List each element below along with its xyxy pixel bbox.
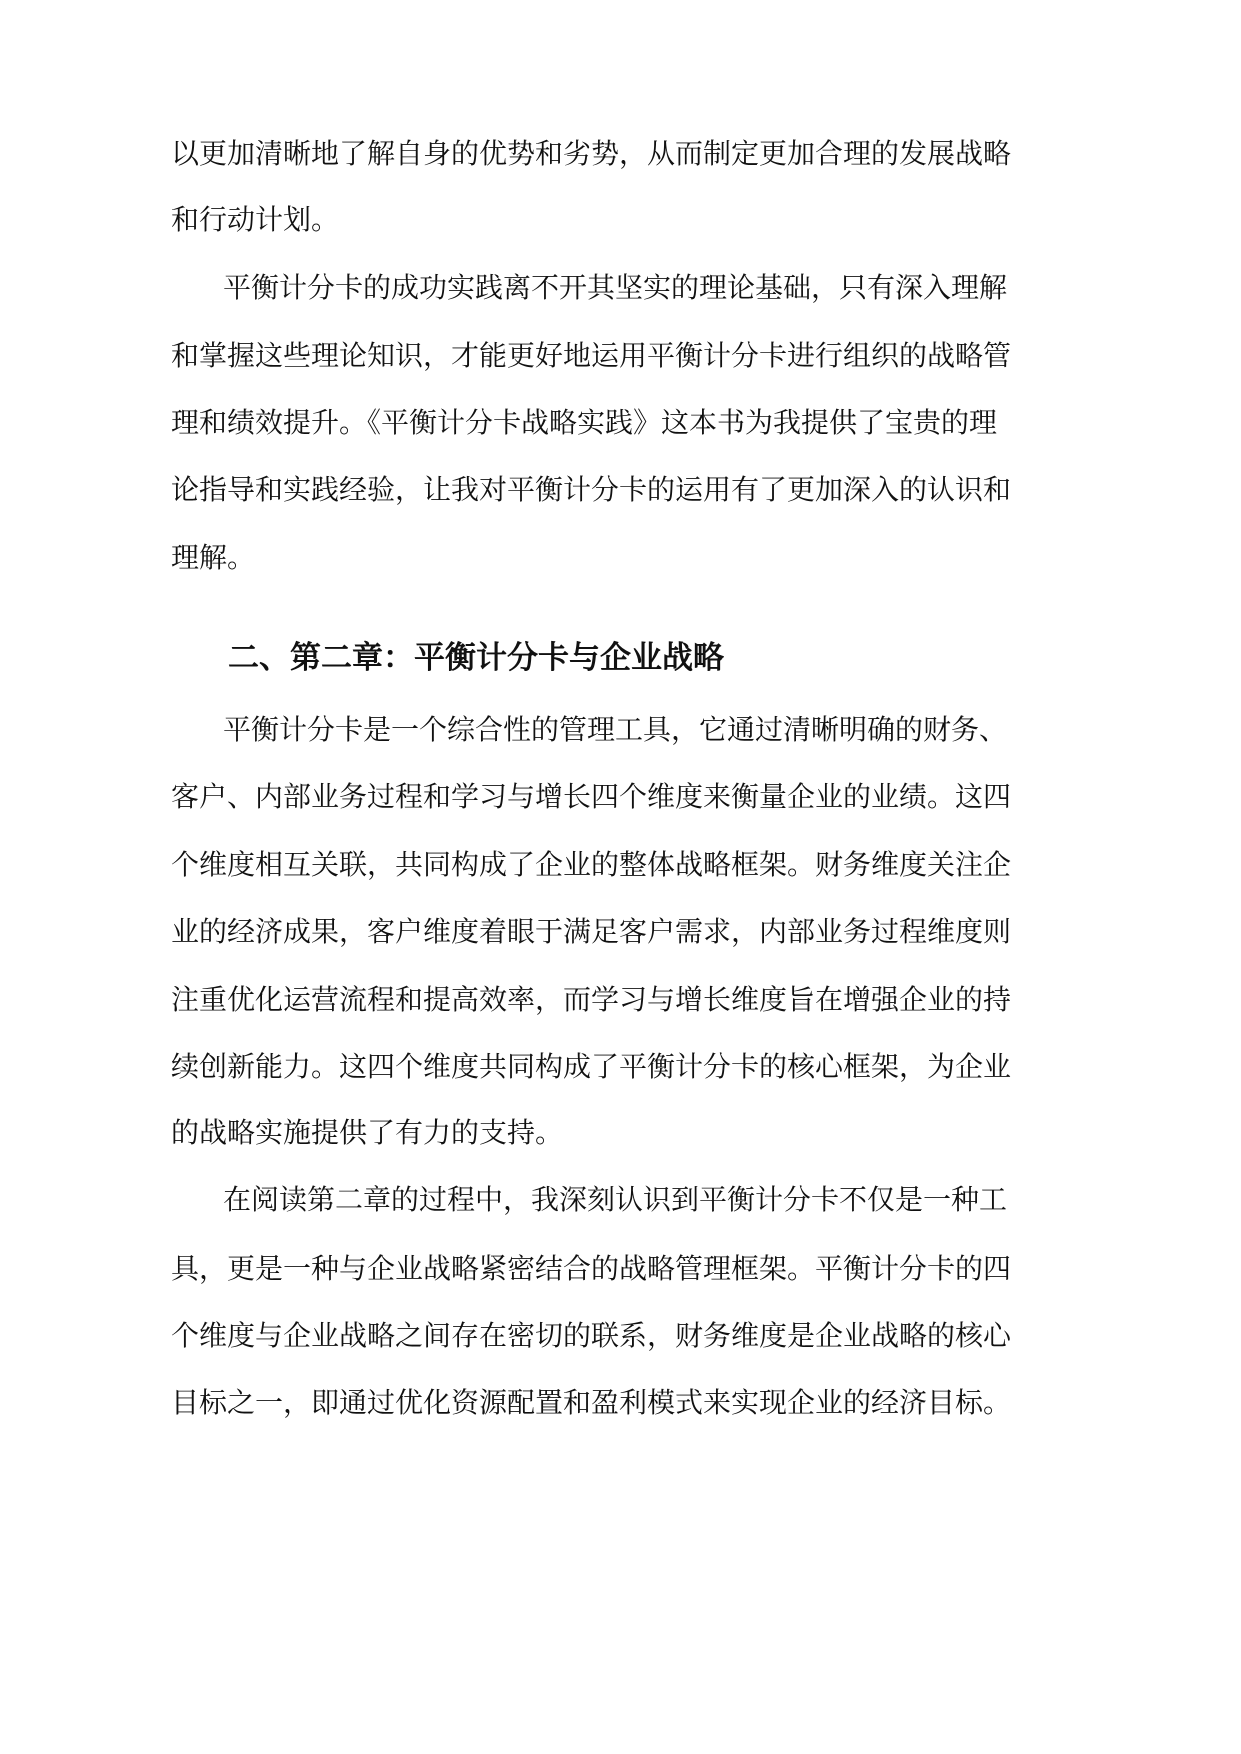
line-text: 以更加清晰地了解自身的优势和劣势，从而制定更加合理的发展战略 — [171, 137, 1012, 170]
line-text: 客户、内部业务过程和学习与增长四个维度来衡量企业的业绩。这四 — [171, 780, 1012, 813]
line-text: 和掌握这些理论知识，才能更好地运用平衡计分卡进行组织的战略管 — [171, 339, 1012, 372]
line-text: 平衡计分卡的成功实践离不开其坚实的理论基础，只有深入理解 — [223, 271, 1008, 304]
line-text: 理和绩效提升。《平衡计分卡战略实践》这本书为我提供了宝贵的理 — [171, 406, 998, 439]
line-text: 论指导和实践经验，让我对平衡计分卡的运用有了更加深入的认识和 — [171, 473, 1012, 506]
line-text: 理解。 — [171, 541, 256, 574]
line-text: 在阅读第二章的过程中，我深刻认识到平衡计分卡不仅是一种工 — [223, 1183, 1008, 1216]
line-text: 和行动计划。 — [171, 203, 340, 236]
heading-text: 二、第二章：平衡计分卡与企业战略 — [228, 640, 724, 676]
line-text: 业的经济成果，客户维度着眼于满足客户需求，内部业务过程维度则 — [171, 915, 1012, 948]
line-text: 的战略实施提供了有力的支持。 — [171, 1116, 564, 1149]
line-text: 续创新能力。这四个维度共同构成了平衡计分卡的核心框架，为企业 — [171, 1050, 1012, 1083]
line-text: 个维度与企业战略之间存在密切的联系，财务维度是企业战略的核心 — [171, 1319, 1012, 1352]
line-text: 平衡计分卡是一个综合性的管理工具，它通过清晰明确的财务、 — [223, 713, 1008, 746]
line-text: 目标之一，即通过优化资源配置和盈利模式来实现企业的经济目标。 — [171, 1386, 1012, 1419]
line-text: 具，更是一种与企业战略紧密结合的战略管理框架。平衡计分卡的四 — [171, 1252, 1012, 1285]
line-text: 个维度相互关联，共同构成了企业的整体战略框架。财务维度关注企 — [171, 848, 1012, 881]
line-text: 注重优化运营流程和提高效率，而学习与增长维度旨在增强企业的持 — [171, 983, 1012, 1016]
